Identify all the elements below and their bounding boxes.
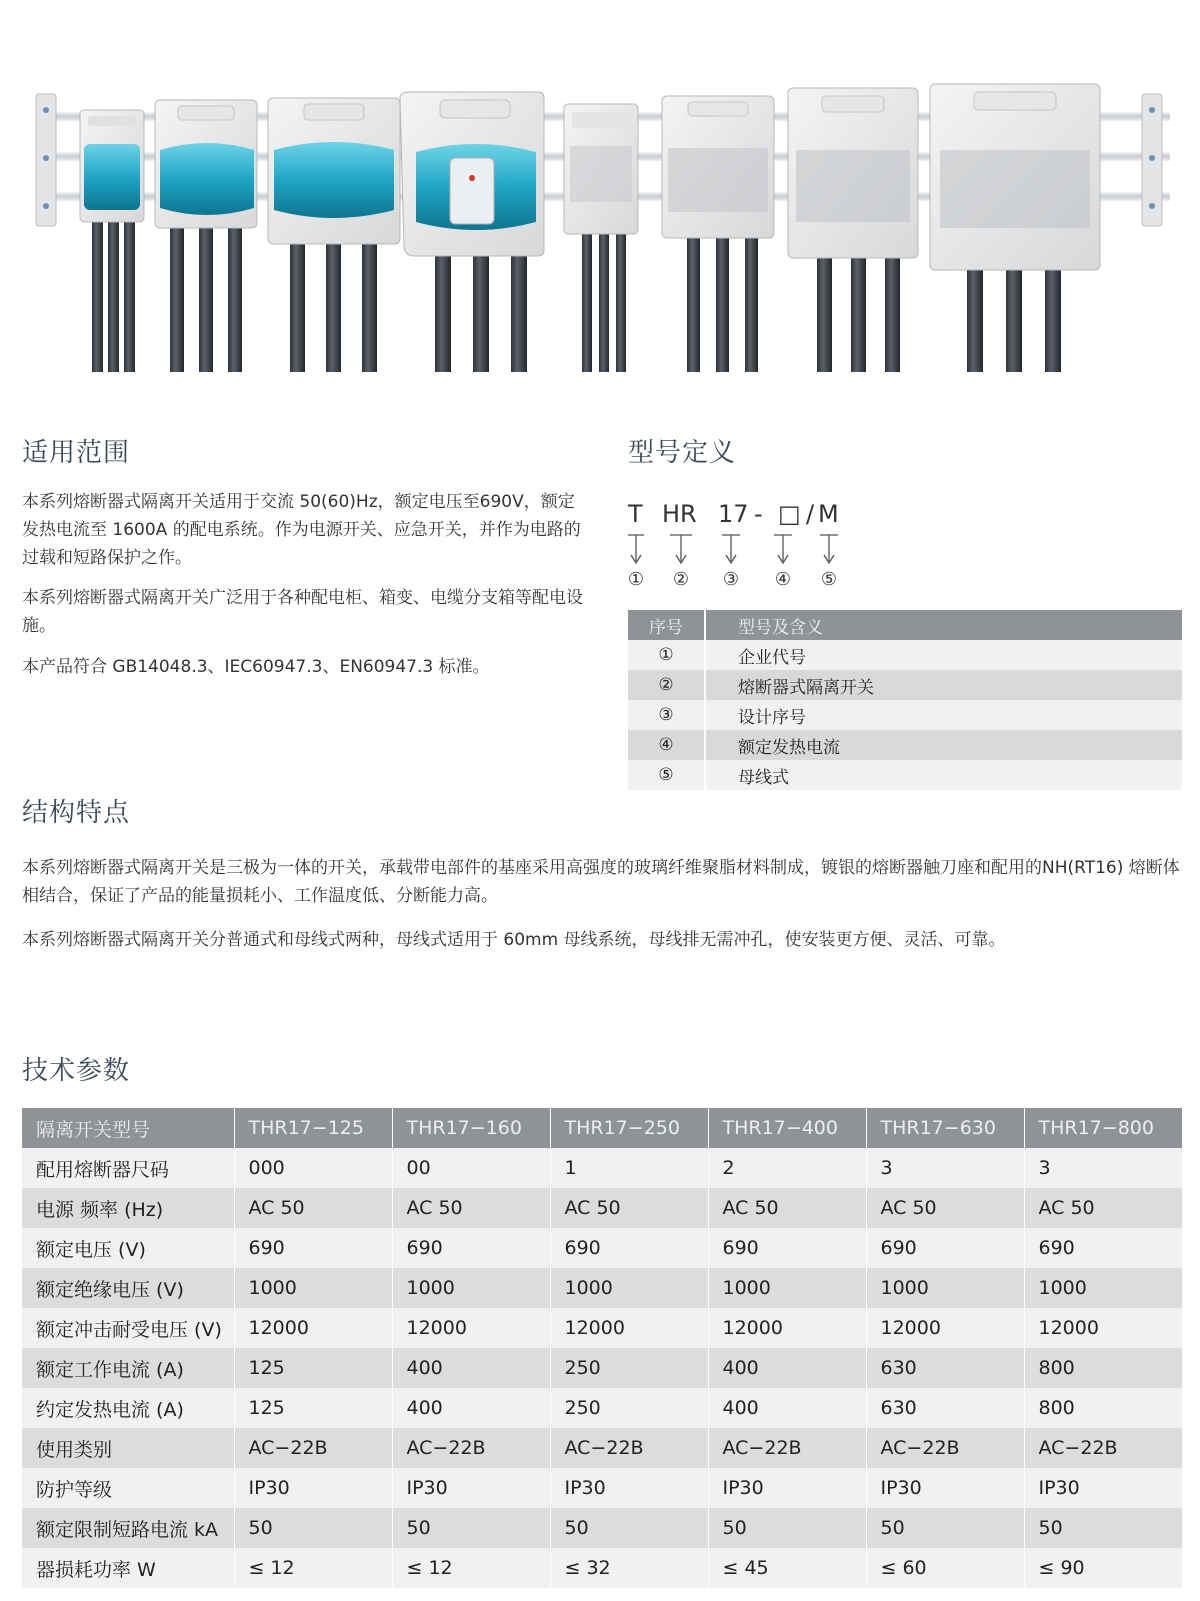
marker-5: ⑤ [820, 569, 838, 590]
row-no: ⑤ [628, 760, 705, 790]
features-paragraph-2: 本系列熔断器式隔离开关分普通式和母线式两种，母线式适用于 60mm 母线系统，母线排无需冲孔，使安装更方便、灵活、可靠。 [22, 930, 1006, 950]
spec-value-cell: 1000 [392, 1268, 550, 1308]
spec-value-cell: AC 50 [392, 1188, 550, 1228]
code-part-m: M [818, 500, 839, 528]
spec-value-cell: ≤ 12 [392, 1548, 550, 1588]
spec-value-cell: ≤ 90 [1024, 1548, 1182, 1588]
spec-value-cell: 400 [392, 1348, 550, 1388]
code-part-slash: / [806, 500, 815, 528]
spec-value-cell: 400 [392, 1388, 550, 1428]
spec-value-cell: AC 50 [550, 1188, 708, 1228]
spec-label-cell: 额定冲击耐受电压 (V) [22, 1308, 234, 1348]
spec-value-cell: 1000 [866, 1268, 1024, 1308]
specs-heading: 技术参数 [22, 1056, 131, 1086]
specs-header-cell: 隔离开关型号 [22, 1108, 234, 1148]
spec-value-cell: 1000 [550, 1268, 708, 1308]
spec-value-cell: 3 [1024, 1148, 1182, 1188]
specs-header-cell: THR17−160 [392, 1108, 550, 1148]
spec-value-cell: 50 [708, 1508, 866, 1548]
spec-value-cell: IP30 [392, 1468, 550, 1508]
spec-value-cell: 125 [234, 1348, 392, 1388]
spec-value-cell: 690 [392, 1228, 550, 1268]
spec-value-cell: IP30 [550, 1468, 708, 1508]
spec-value-cell: ≤ 32 [550, 1548, 708, 1588]
marker-1: ① [627, 569, 645, 590]
spec-value-cell: 12000 [866, 1308, 1024, 1348]
spec-value-cell: 1000 [708, 1268, 866, 1308]
code-part-dash: - [754, 500, 763, 528]
header-meaning: 型号及含义 [705, 610, 1182, 640]
spec-value-cell: 50 [392, 1508, 550, 1548]
table-row [22, 1548, 1182, 1588]
spec-value-cell: IP30 [708, 1468, 866, 1508]
row-meaning: 设计序号 [705, 700, 1182, 730]
row-meaning: 熔断器式隔离开关 [705, 670, 1182, 700]
scope-paragraph-1: 本系列熔断器式隔离开关适用于交流 50(60)Hz，额定电压至690V，额定发热电流至 1600A 的配电系统。作为电源开关、应急开关，并作为电路的过载和短路保护之作。 [22, 492, 581, 568]
specs-header-cell: THR17−400 [708, 1108, 866, 1148]
spec-value-cell: 1000 [234, 1268, 392, 1308]
spec-value-cell: ≤ 45 [708, 1548, 866, 1588]
spec-value-cell: AC−22B [1024, 1428, 1182, 1468]
row-meaning: 企业代号 [705, 640, 1182, 670]
code-part-17: 17 [718, 500, 749, 528]
row-meaning: 母线式 [705, 760, 1182, 790]
specs-table [22, 1108, 1182, 1588]
table-row [22, 1228, 1182, 1268]
spec-value-cell: 400 [708, 1388, 866, 1428]
specs-header-cell: THR17−250 [550, 1108, 708, 1148]
spec-value-cell: AC 50 [234, 1188, 392, 1228]
spec-value-cell: 3 [866, 1148, 1024, 1188]
table-row [628, 760, 1182, 790]
header-no: 序号 [628, 610, 705, 640]
table-row [628, 730, 1182, 760]
spec-label-cell: 额定电压 (V) [22, 1228, 234, 1268]
spec-label-cell: 使用类别 [22, 1428, 234, 1468]
scope-heading: 适用范围 [22, 438, 131, 468]
spec-label-cell: 约定发热电流 (A) [22, 1388, 234, 1428]
spec-value-cell: 400 [708, 1348, 866, 1388]
spec-value-cell: 000 [234, 1148, 392, 1188]
spec-label-cell: 器损耗功率 W [22, 1548, 234, 1588]
table-row [22, 1508, 1182, 1548]
spec-value-cell: 1000 [1024, 1268, 1182, 1308]
code-part-hr: HR [662, 500, 697, 528]
spec-value-cell: 690 [234, 1228, 392, 1268]
spec-value-cell: 50 [866, 1508, 1024, 1548]
spec-value-cell: 250 [550, 1348, 708, 1388]
spec-value-cell: IP30 [234, 1468, 392, 1508]
spec-value-cell: 125 [234, 1388, 392, 1428]
row-no: ④ [628, 730, 705, 760]
spec-value-cell: 50 [1024, 1508, 1182, 1548]
spec-value-cell: 12000 [234, 1308, 392, 1348]
specs-header-row [22, 1108, 1182, 1148]
spec-value-cell: 12000 [708, 1308, 866, 1348]
features-heading: 结构特点 [22, 798, 131, 828]
row-meaning: 额定发热电流 [705, 730, 1182, 760]
spec-value-cell: 800 [1024, 1388, 1182, 1428]
table-row [628, 640, 1182, 670]
spec-label-cell: 额定绝缘电压 (V) [22, 1268, 234, 1308]
table-row [628, 700, 1182, 730]
spec-value-cell: AC−22B [866, 1428, 1024, 1468]
code-part-t: T [628, 500, 643, 528]
table-row [22, 1308, 1182, 1348]
spec-label-cell: 防护等级 [22, 1468, 234, 1508]
spec-label-cell: 额定限制短路电流 kA [22, 1508, 234, 1548]
specs-header-cell: THR17−800 [1024, 1108, 1182, 1148]
spec-label-cell: 配用熔断器尺码 [22, 1148, 234, 1188]
table-row [22, 1388, 1182, 1428]
spec-value-cell: 630 [866, 1388, 1024, 1428]
scope-paragraph-2: 本系列熔断器式隔离开关广泛用于各种配电柜、箱变、电缆分支箱等配电设施。 [22, 588, 583, 636]
spec-value-cell: 630 [866, 1348, 1024, 1388]
model-table-header [628, 610, 1182, 640]
spec-value-cell: 690 [708, 1228, 866, 1268]
spec-value-cell: 00 [392, 1148, 550, 1188]
product-banner-image [0, 0, 1200, 380]
row-no: ③ [628, 700, 705, 730]
specs-body [22, 1148, 1182, 1588]
marker-2: ② [672, 569, 690, 590]
spec-value-cell: 50 [550, 1508, 708, 1548]
spec-value-cell: 690 [1024, 1228, 1182, 1268]
spec-value-cell: ≤ 60 [866, 1548, 1024, 1588]
spec-value-cell: 2 [708, 1148, 866, 1188]
table-row [22, 1348, 1182, 1388]
spec-value-cell: 12000 [1024, 1308, 1182, 1348]
spec-value-cell: 1 [550, 1148, 708, 1188]
table-row [22, 1188, 1182, 1228]
code-part-box: □ [778, 500, 801, 528]
features-paragraph-1: 本系列熔断器式隔离开关是三极为一体的开关，承载带电部件的基座采用高强度的玻璃纤维聚脂材料制成，镀银的熔断器触刀座和配用的NH(RT16) 熔断体相结合，保证了产品的能量损耗小、工作温度低、分断能力高。 [22, 858, 1180, 906]
spec-value-cell: 690 [866, 1228, 1024, 1268]
table-row [22, 1268, 1182, 1308]
spec-value-cell: IP30 [1024, 1468, 1182, 1508]
marker-4: ④ [774, 569, 792, 590]
spec-value-cell: 12000 [392, 1308, 550, 1348]
spec-label-cell: 额定工作电流 (A) [22, 1348, 234, 1388]
table-row [22, 1148, 1182, 1188]
spec-value-cell: 12000 [550, 1308, 708, 1348]
model-definition-table [628, 610, 1182, 790]
spec-value-cell: 800 [1024, 1348, 1182, 1388]
model-definition-heading: 型号定义 [628, 438, 737, 468]
table-row [628, 670, 1182, 700]
spec-label-cell: 电源 频率 (Hz) [22, 1188, 234, 1228]
table-row [22, 1468, 1182, 1508]
spec-value-cell: ≤ 12 [234, 1548, 392, 1588]
scope-paragraph-3: 本产品符合 GB14048.3、IEC60947.3、EN60947.3 标准。 [22, 657, 490, 677]
marker-3: ③ [722, 569, 740, 590]
spec-value-cell: 250 [550, 1388, 708, 1428]
spec-value-cell: AC−22B [708, 1428, 866, 1468]
row-no: ② [628, 670, 705, 700]
specs-header-cell: THR17−125 [234, 1108, 392, 1148]
spec-value-cell: AC−22B [550, 1428, 708, 1468]
row-no: ① [628, 640, 705, 670]
spec-value-cell: AC 50 [1024, 1188, 1182, 1228]
spec-value-cell: AC 50 [866, 1188, 1024, 1228]
specs-header-cell: THR17−630 [866, 1108, 1024, 1148]
code-arrows [626, 533, 866, 567]
spec-value-cell: 690 [550, 1228, 708, 1268]
spec-value-cell: AC 50 [708, 1188, 866, 1228]
table-row [22, 1428, 1182, 1468]
spec-value-cell: AC−22B [234, 1428, 392, 1468]
spec-value-cell: AC−22B [392, 1428, 550, 1468]
spec-value-cell: 50 [234, 1508, 392, 1548]
spec-value-cell: IP30 [866, 1468, 1024, 1508]
